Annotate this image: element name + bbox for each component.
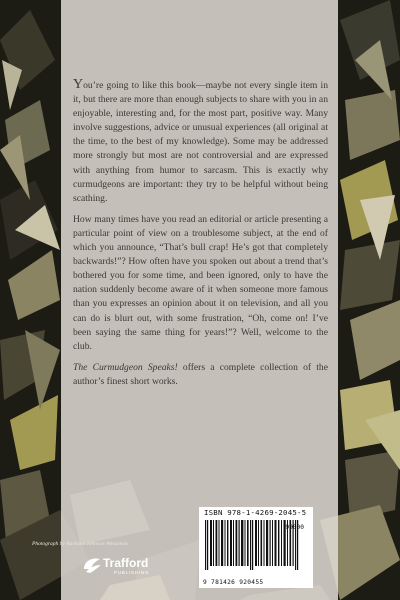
publisher-name: Trafford: [103, 556, 149, 570]
book-title: The Curmudgeon Speaks!: [73, 361, 178, 373]
publisher-logo: [82, 553, 172, 577]
isbn-barcode: [199, 507, 313, 588]
publisher-tagline: PUBLISHING: [114, 570, 150, 575]
blurb-paragraph-1: You’re going to like this book—maybe not every single item in it, but there are more than enough subjects to share with you in an enjoyable, interesting and, for the most part, positive way. Many involve suggestions, advice or unusual experiences (all original at the time, to the best of my knowledge). Some may be addressed more strongly but most are not controversial and are expressed with anything from humor to sarcasm. This is exactly why curmudgeons are important: they try to be helpful without being scathing.: [73, 77, 328, 204]
blurb-paragraph-2: How many times have you read an editorial or article presenting a particular point of view on a troublesome subject, at the end of which you announce, “That’s bull crap! He’s got that completely backwards!”? How often have you spoken out about a trend that’s bothered you for some time, and been ignored, only to have the nation suddenly become aware of it when someone more famous than you expresses an opinion about it on television, and all you can do is blurt out, with some frustration, “Oh, come on! I’ve been saying the same thing for years!”? Well, welcome to the club.: [73, 213, 328, 352]
isbn-label: ISBN 978-1-4269-2045-5: [204, 508, 307, 517]
book-blurb: [73, 78, 328, 396]
photo-credit: Photograph by Barbara Johnson Weissman: [32, 541, 128, 547]
ean-digits: 9 781426 920455: [203, 579, 264, 586]
blurb-paragraph-3-text: offers a complete collection of the author’s finest short works.: [73, 361, 328, 387]
price-code: 90000: [285, 524, 304, 531]
blurb-paragraph-3: [73, 361, 328, 389]
trafford-leaf-icon: [84, 558, 101, 573]
